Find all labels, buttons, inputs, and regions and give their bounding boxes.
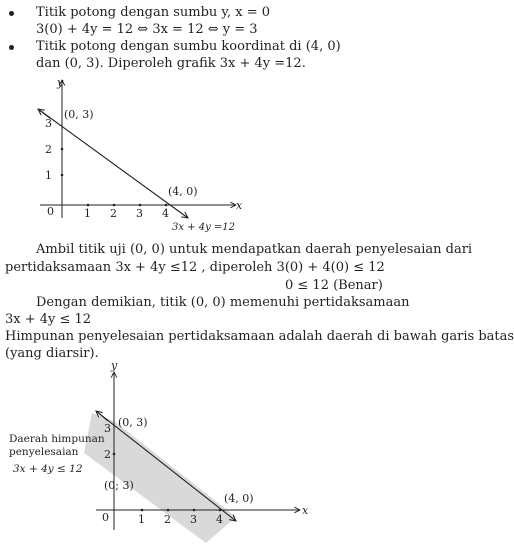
graph1-line-label: 3x + 4y =12 [172, 222, 236, 233]
graph1-ytick-2: 2 [45, 143, 52, 156]
para-line-7: (yang diarsir). [5, 346, 99, 361]
graph2-point-top: (0, 3) [118, 416, 148, 429]
graph2-region-label-1: Daerah himpunan [9, 433, 105, 445]
para-line-6: Himpunan penyelesaian pertidaksamaan adalah daerah di bawah garis batas [5, 329, 514, 344]
graph2-point-right: (4, 0) [224, 492, 254, 505]
graph2-region-label-2: penyelesaian [9, 446, 79, 458]
graph1-ytick-3: 3 [45, 117, 52, 130]
graph1-y-label: y [57, 76, 64, 89]
graph1-point-right: (4, 0) [168, 185, 198, 198]
graph1-point-top: (0, 3) [64, 108, 94, 121]
graph2-xtick-1: 1 [138, 513, 145, 526]
graph2-origin: 0 [102, 511, 109, 524]
para-line-1: Ambil titik uji (0, 0) untuk mendapatkan daerah penyelesaian dari [36, 242, 473, 257]
graph2-region-label-3: 3x + 4y ≤ 12 [13, 463, 83, 475]
bullet-1-line-2: 3(0) + 4y = 12 ⇔ 3x = 12 ⇔ y = 3 [36, 22, 258, 37]
graph1-xtick-2: 2 [110, 207, 117, 220]
graph2-x-label: x [302, 504, 309, 517]
para-line-3: 0 ≤ 12 (Benar) [285, 278, 383, 293]
graph2-ytick-3: 3 [104, 422, 111, 435]
graph2-xtick-2: 2 [164, 513, 171, 526]
graph-boundary-line [0, 0, 434, 240]
graph2-ytick-2: 2 [104, 448, 111, 461]
bullet-2-line-2: dan (0, 3). Diperoleh grafik 3x + 4y =12. [36, 56, 306, 71]
graph2-y-label: y [111, 359, 118, 372]
para-line-5: 3x + 4y ≤ 12 [5, 312, 92, 327]
graph-shaded-region [0, 355, 434, 545]
graph1-origin: 0 [47, 205, 54, 218]
graph2-xtick-4: 4 [216, 513, 223, 526]
bullet-1-line-1: Titik potong dengan sumbu y, x = 0 [36, 5, 271, 20]
graph1-x-label: x [236, 199, 243, 212]
graph1-xtick-4: 4 [162, 207, 169, 220]
para-line-2: pertidaksamaan 3x + 4y ≤12 , diperoleh 3(0) + 4(0) ≤ 12 [5, 260, 385, 275]
para-line-4: Dengan demikian, titik (0, 0) memenuhi pertidaksamaan [36, 295, 410, 310]
graph1-xtick-1: 1 [84, 207, 91, 220]
graph2-xtick-3: 3 [190, 513, 197, 526]
graph2-point-mid: (0; 3) [104, 479, 134, 492]
graph1-xtick-3: 3 [136, 207, 143, 220]
bullet-2-line-1: Titik potong dengan sumbu koordinat di (4, 0) [36, 39, 341, 54]
graph1-line [38, 109, 188, 218]
graph1-ytick-1: 1 [45, 169, 52, 182]
